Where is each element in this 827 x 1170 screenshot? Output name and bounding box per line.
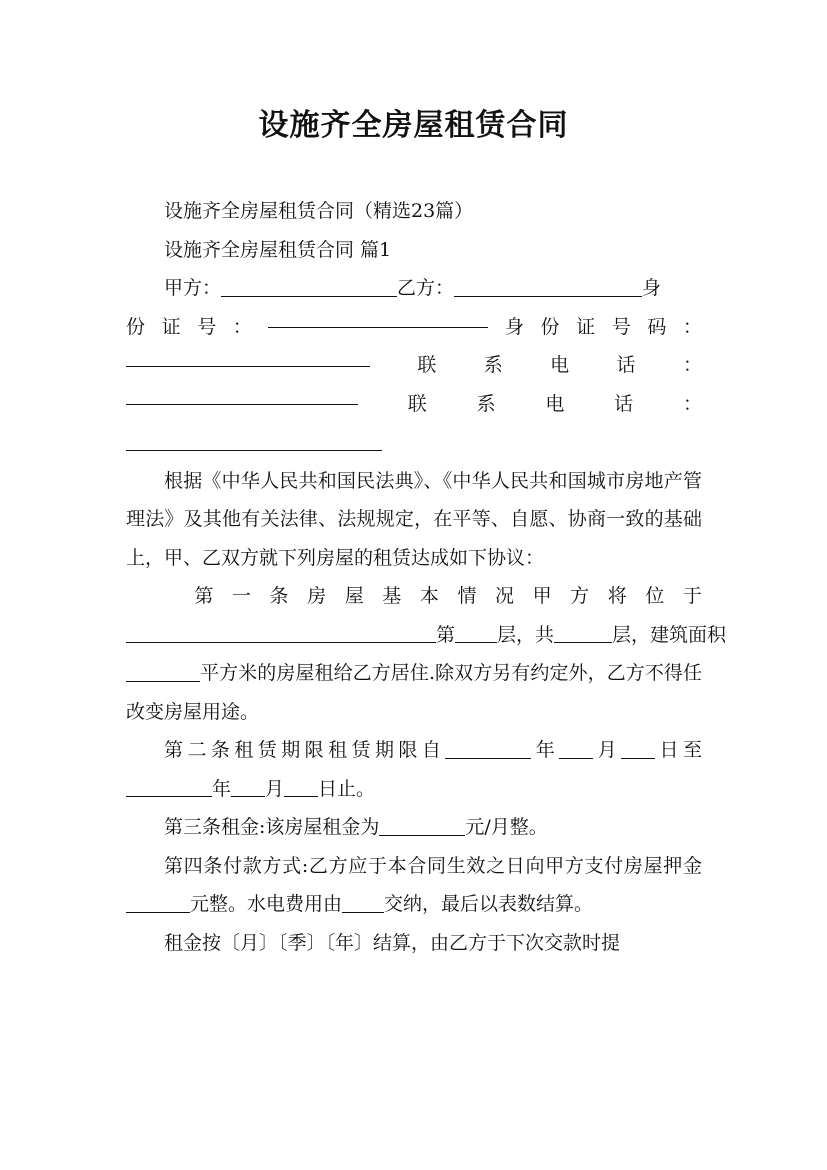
- id2-c2: 份: [540, 315, 560, 338]
- phone2-c1: 联: [407, 392, 427, 415]
- payment-label: 第四条付款方式:乙方应于本合同生效之日向甲方支付房屋押金: [164, 854, 702, 877]
- id2-c1: 身: [504, 315, 524, 338]
- id-b-blank: [126, 346, 370, 367]
- rent-unit: 元/月整。: [465, 816, 548, 838]
- start-day-blank: [621, 738, 655, 759]
- article-1: [126, 577, 727, 731]
- art1-c7: 本: [419, 585, 439, 607]
- end-year-blank: [126, 776, 212, 797]
- art1-c4: 房: [307, 585, 327, 607]
- start-month-label: 月: [593, 739, 622, 761]
- id-label-rest-4: ：: [232, 315, 252, 338]
- article-2: [126, 731, 702, 808]
- end-year-label: 年: [212, 777, 232, 800]
- end-day-label: 日止。: [318, 777, 376, 800]
- section-heading: 设施齐全房屋租赁合同 篇1: [164, 238, 392, 261]
- start-year-label: 年: [531, 739, 560, 761]
- document-subtitle: 设施齐全房屋租赁合同（精选23篇）: [164, 200, 474, 222]
- article-1-rest: [126, 654, 702, 731]
- phone-b-line: [126, 423, 702, 462]
- art1-c13: 位: [645, 585, 665, 607]
- party-b-blank: [454, 276, 642, 297]
- area-blank: [126, 661, 200, 682]
- id-label-rest-2: 证: [161, 315, 181, 338]
- art1-c11: 方: [570, 585, 590, 607]
- id2-c5: 码: [647, 315, 667, 338]
- art1-c5: 屋: [344, 585, 364, 607]
- deposit-blank: [126, 892, 190, 913]
- document-title: 设施齐全房屋租赁合同: [258, 108, 569, 143]
- party-a-blank: [221, 276, 397, 297]
- phone-line-2: [126, 385, 702, 424]
- phone1-c3: 电: [550, 354, 570, 376]
- party-a-label: 甲方：: [164, 277, 222, 299]
- id-label-first-char: 身: [642, 277, 662, 299]
- end-month-blank: [231, 776, 265, 797]
- art1-c8: 情: [457, 585, 477, 607]
- art1-c14: 于: [682, 585, 702, 607]
- end-day-blank: [284, 776, 318, 797]
- document-body: [126, 192, 727, 962]
- art1-c3: 条: [269, 585, 289, 607]
- phone2-c5: ：: [682, 392, 702, 415]
- start-day-label: 日至: [655, 739, 702, 761]
- article-3: [126, 808, 702, 847]
- total-floor-blank: [554, 622, 612, 643]
- address-blank: [126, 622, 436, 643]
- id2-c3: 证: [576, 315, 596, 338]
- art1-c1: 第: [194, 585, 214, 607]
- rent-settlement-paragraph: 租金按〔月〕〔季〕〔年〕结算，由乙方于下次交款时提: [164, 931, 621, 954]
- total-floor-label: 层，共: [497, 623, 555, 646]
- utility-settlement-text: 交纳，最后以表数结算。: [384, 893, 594, 915]
- phone1-c2: 系: [483, 354, 503, 376]
- floor-blank: [455, 622, 497, 643]
- phone1-c1: 联: [417, 354, 437, 376]
- utility-payer-blank: [342, 892, 384, 913]
- article-1-line-1: [126, 577, 702, 616]
- id2-c4: 号: [611, 315, 631, 338]
- parties-line: [126, 269, 702, 308]
- end-month-label: 月: [265, 777, 285, 800]
- article-1-text: 平方米的房屋租给乙方居住.除双方另有约定外，乙方不得任改变房屋用途。: [126, 662, 702, 723]
- utility-label: 元整。水电费用由: [190, 893, 343, 915]
- rent-blank: [379, 815, 465, 836]
- art1-c6: 基: [382, 585, 402, 607]
- id-label-rest-3: 号: [197, 315, 217, 338]
- area-label: 层，建筑面积: [612, 623, 727, 646]
- id-a-blank: [268, 308, 488, 329]
- intro-paragraph: 根据《中华人民共和国民法典》、《中华人民共和国城市房地产管理法》及其他有关法律、法规规定，在平等、自愿、协商一致的基础上，甲、乙双方就下列房屋的租赁达成如下协议：: [126, 469, 702, 569]
- rent-label: 第三条租金:该房屋租金为: [164, 816, 380, 838]
- phone2-c4: 话: [614, 392, 634, 415]
- art1-c12: 将: [607, 585, 627, 607]
- id2-c6: ：: [682, 315, 702, 338]
- floor-label: 第: [436, 623, 456, 646]
- phone2-c2: 系: [476, 392, 496, 415]
- id-label-rest-1: 份: [126, 315, 146, 338]
- art1-c10: 甲: [532, 585, 552, 607]
- phone1-c4: 话: [616, 354, 636, 376]
- phone1-c5: ：: [682, 354, 702, 376]
- phone2-c3: 电: [545, 392, 565, 415]
- party-b-label: 乙方：: [397, 277, 455, 299]
- article-1-line-2: [126, 616, 727, 655]
- article-4: [126, 847, 702, 924]
- phone-a-blank: [126, 385, 358, 406]
- art1-c2: 一: [231, 585, 251, 607]
- id-line: [126, 308, 702, 347]
- phone-line-1: [126, 346, 702, 385]
- start-month-blank: [559, 738, 593, 759]
- start-year-blank: [445, 738, 531, 759]
- phone-b-blank: [126, 430, 382, 451]
- term-label: 第二条租赁期限租赁期限自: [164, 739, 446, 761]
- art1-c9: 况: [495, 585, 515, 607]
